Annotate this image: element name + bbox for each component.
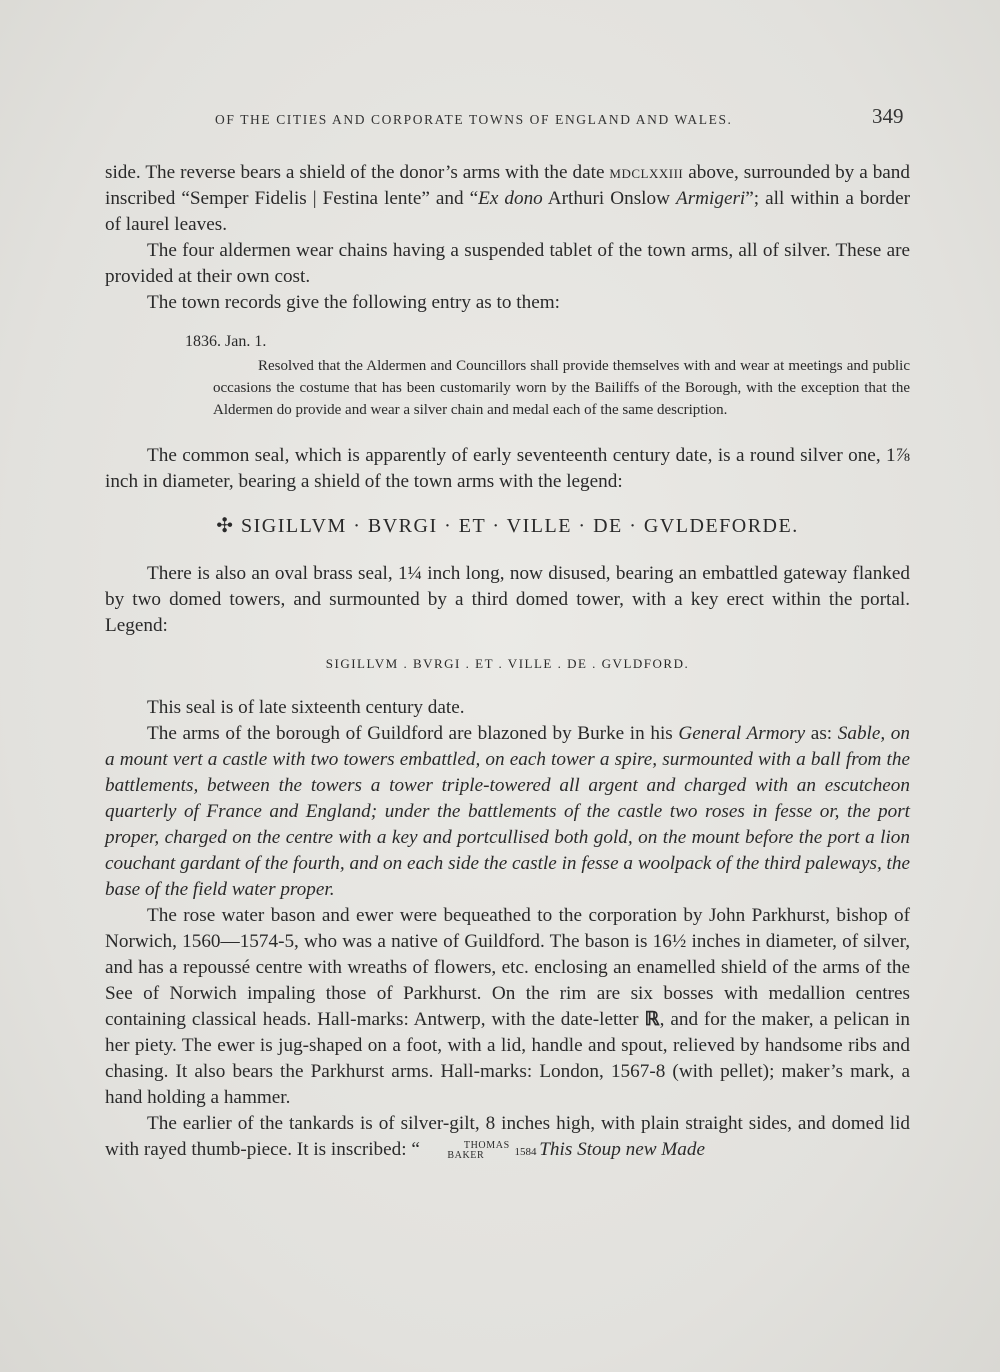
- page-header: [0, 104, 1000, 134]
- extract-date: 1836. Jan. 1.: [185, 333, 267, 350]
- paragraph-tankard: [105, 1111, 910, 1165]
- running-head: OF THE CITIES AND CORPORATE TOWNS OF ENGLAND AND WALES.: [215, 112, 733, 127]
- text-run: above, surrounded by a band inscribed “Semper Fidelis | Festina lente” and “: [105, 162, 910, 209]
- inscribed-names: [422, 1141, 510, 1161]
- extract-text: Resolved that the Aldermen and Councillors shall provide themselves with and wear at meetings and public occasions the costume that has been customarily worn by the Bailiffs of the Borough, with the exception that the Aldermen do provide and wear a silver chain and medal each of the same description.: [213, 358, 910, 418]
- text-run: side. The reverse bears a shield of the donor’s arms with the date: [105, 162, 610, 183]
- date-small-caps: mdclxxiii: [609, 162, 684, 183]
- paragraph-common-seal: The common seal, which is apparently of early seventeenth century date, is a round silver one, 1⅞ inch in diameter, bearing a shield of the town arms with the legend:: [105, 445, 910, 492]
- text-run: The rose water bason and ewer were bequeathed to the corporation by John Parkhurst, bishop of Norwich, 1560—1574-5, who was a native of Guildford. The bason is 16½ inches in diameter, of silver, and has a repoussé centre with wreaths of flowers, etc. enclosing an enamelled shield of the arms of the See of Norwich impaling those of Parkhurst. On the rim are six bosses with medallion centres containing classical heads. Hall-marks: Antwerp, with the date-letter: [105, 905, 910, 1030]
- date-letter: ℝ: [644, 1009, 660, 1030]
- seal-legend-common: ✣ SIGILLVM · BVRGI · ET · VILLE · DE · GVLDEFORDE.: [216, 515, 799, 537]
- page-number: 349: [872, 104, 904, 128]
- paragraph-aldermen-chains: The four aldermen wear chains having a suspended tablet of the town arms, all of silver. These are provided at their own cost.: [105, 240, 910, 287]
- text-run: The arms of the borough of Guildford are blazoned by Burke in his: [147, 723, 679, 744]
- paragraph-oval-seal: There is also an oval brass seal, 1¼ inch long, now disused, bearing an embattled gateway flanked by two domed towers, and surmounted by a third domed tower, with a key erect within the portal. Legend:: [105, 563, 910, 636]
- page-body: [105, 160, 910, 1165]
- text-run: , and for the maker, a pelican in her piety. The ewer is jug-shaped on a foot, with a lid, handle and spout, relieved by handsome ribs and chasing. It also bears the Parkhurst arms. Hall-marks: London, 1567-8 (with pellet); maker’s mark, a hand holding a hammer.: [105, 1009, 910, 1108]
- italic-blazon: Sable, on a mount vert a castle with two towers embattled, on each tower a spire, surmounted with a ball from the battlements, between the towers a tower triple-towered all argent and charged with an escutcheon quarterly of France and England; under the battlements of the castle two roses in fesse or, the port proper, charged on the centre with a key and portcullised both gold, on the mount before the port a lion couchant gardant of the fourth, and on each side the castle in fesse a woolpack of the third paleways, the base of the field water proper.: [105, 723, 910, 900]
- inscribed-year: 1584: [511, 1146, 540, 1158]
- text-run: Arthuri Onslow: [542, 188, 676, 209]
- italic-ex-dono: Ex dono: [478, 188, 543, 209]
- paragraph-arms-blazon: [105, 721, 910, 903]
- text-run: The earlier of the tankards is of silver-gilt, 8 inches high, with plain straight sides, and domed lid with rayed thumb-piece. It is inscribed: “: [105, 1113, 910, 1160]
- text-run: ”; all within a border of laurel leaves.: [105, 188, 911, 235]
- italic-armigeri: Armigeri: [675, 188, 746, 209]
- inscribed-baker: BAKER: [447, 1149, 485, 1161]
- inscribed-thomas: THOMAS: [463, 1139, 510, 1151]
- paragraph-seal-date: This seal is of late sixteenth century date.: [147, 697, 465, 718]
- records-extract: [105, 331, 910, 421]
- paragraph-rose-water-bason: [105, 903, 910, 1111]
- paragraph-reverse-description: [105, 160, 910, 238]
- italic-general-armory: General Armory: [678, 723, 806, 744]
- seal-legend-oval: SIGILLVM . BVRGI . ET . VILLE . DE . GVLDFORD.: [325, 656, 690, 671]
- italic-inscription: This Stoup new Made: [539, 1139, 705, 1160]
- text-run: as:: [805, 723, 838, 744]
- paragraph-town-records: The town records give the following entry as to them:: [147, 292, 560, 313]
